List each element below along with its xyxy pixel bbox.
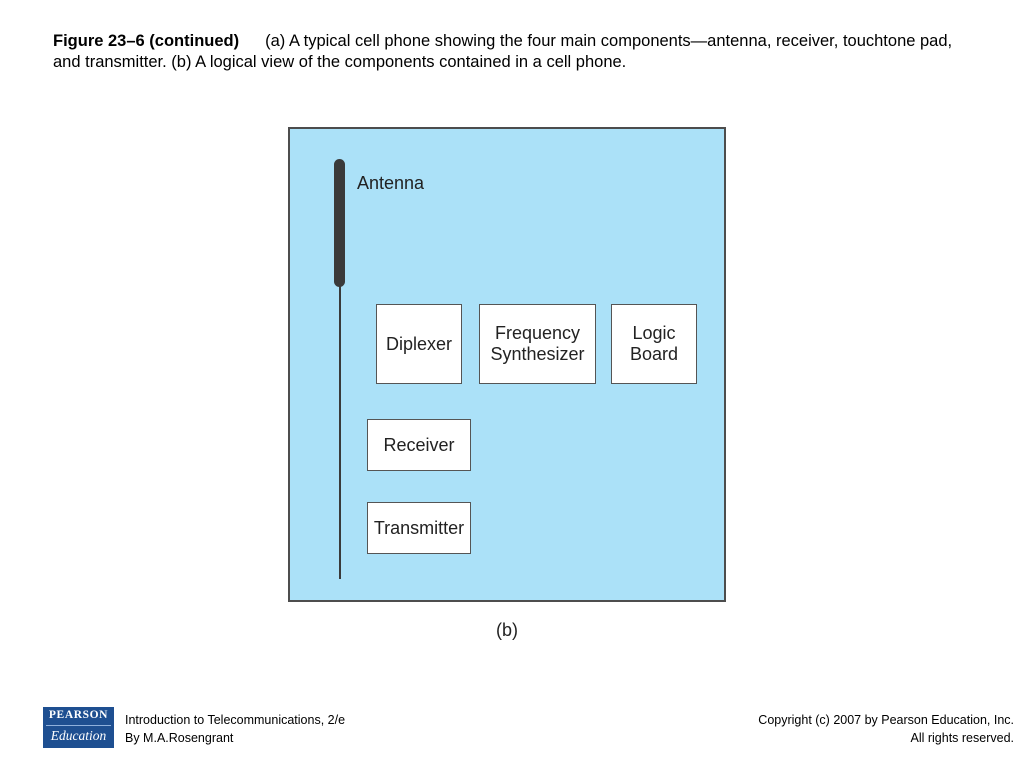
antenna-label: Antenna: [357, 173, 425, 193]
frequency-synthesizer-label-line2: Synthesizer: [490, 344, 585, 364]
panel-label: (b): [496, 620, 518, 640]
figure-label: Figure 23–6 (continued): [53, 32, 240, 50]
footer-copyright: [758, 711, 1014, 747]
logo-bottom-text: Education: [50, 728, 107, 743]
figure-caption: [53, 31, 983, 73]
antenna-wire: [339, 279, 341, 579]
logo-divider: [46, 725, 111, 726]
receiver-box: [367, 419, 471, 471]
logic-board-label-line2: Board: [629, 344, 679, 364]
frequency-synthesizer-label-line1: Frequency: [494, 323, 581, 343]
caption-text: (a) A typical cell phone showing the four main components—antenna, receiver, touchtone pad, and transmitter. (b) A logical view of the components contained in a cell phone.: [53, 32, 953, 71]
copyright-line: Copyright (c) 2007 by Pearson Education, Inc.: [758, 713, 1014, 727]
book-title: Introduction to Telecommunications, 2/e: [125, 713, 346, 727]
logic-board-label-line1: Logic: [632, 323, 676, 343]
transmitter-box: [367, 502, 471, 554]
rights-line: All rights reserved.: [910, 731, 1014, 745]
footer-book-info: [125, 711, 345, 747]
receiver-label: Receiver: [383, 434, 455, 455]
diplexer-label: Diplexer: [385, 333, 453, 354]
antenna-icon: [334, 159, 345, 287]
logic-board-box: [611, 304, 697, 384]
logo-top-text: PEARSON: [48, 709, 109, 721]
pearson-education-logo: [43, 707, 114, 748]
book-author: By M.A.Rosengrant: [125, 731, 234, 745]
frequency-synthesizer-box: [479, 304, 596, 384]
transmitter-label: Transmitter: [373, 517, 465, 538]
cell-phone-diagram: [288, 127, 726, 602]
diplexer-box: [376, 304, 462, 384]
